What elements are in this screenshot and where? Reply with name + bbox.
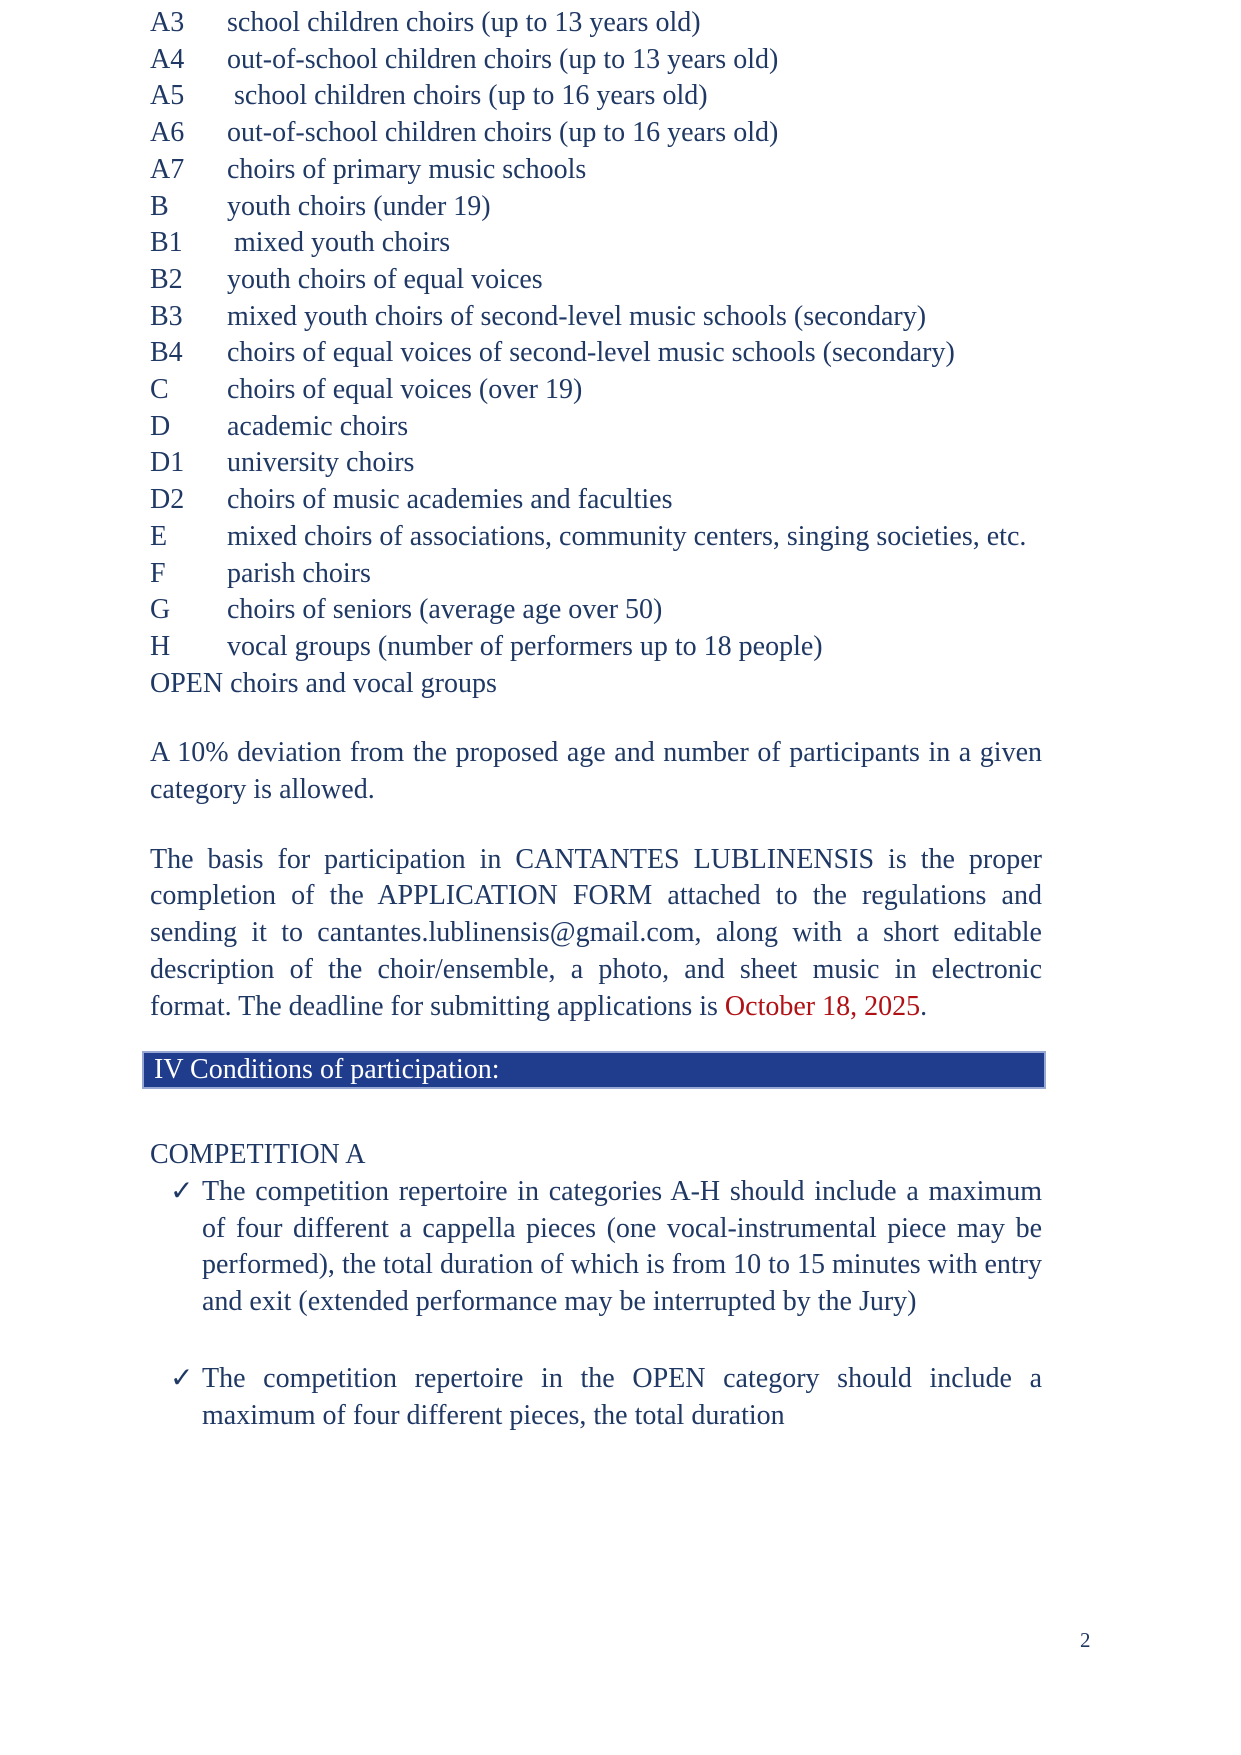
category-label: OPEN: [150, 667, 224, 699]
category-item: [150, 5, 1042, 42]
category-text: mixed youth choirs: [227, 227, 451, 259]
category-text: parish choirs: [227, 557, 371, 589]
section-heading-bar: [142, 1051, 1046, 1089]
category-text: university choirs: [227, 447, 415, 479]
category-label: A5: [150, 80, 185, 112]
condition-text: The competition repertoire in categories A-H should include a maximum of four different a cappella pieces (one vocal-instrumental piece may be performed), the total duration of which is from 10 to 15 minutes with entry and exit (extended performance may be interrupted by the Jury): [202, 1175, 1042, 1318]
category-label: A6: [150, 117, 185, 149]
category-label: H: [150, 630, 171, 662]
category-label: G: [150, 594, 171, 626]
category-text: youth choirs of equal voices: [227, 263, 543, 295]
conditions-list: [150, 1174, 1042, 1434]
category-text: vocal groups (number of performers up to 18 people): [227, 630, 823, 662]
condition-text: The competition repertoire in the OPEN category should include a maximum of four different pieces, the total duration: [202, 1362, 1042, 1431]
category-item: [150, 445, 1042, 482]
basis-text: The basis for participation in CANTANTES LUBLINENSIS is the proper completion of the APPLICATION FORM attached to the regulations and sending it to cantantes.lublinensis@gmail.com, along with a short editable description of the choir/ensemble, a photo, and sheet music in electronic format. The deadline for submitting applications is: [150, 843, 1042, 1022]
category-text: out-of-school children choirs (up to 13 years old): [227, 43, 779, 75]
category-text: choirs of primary music schools: [227, 153, 587, 185]
category-text: school children choirs (up to 16 years old): [227, 80, 708, 112]
deadline-date: October 18, 2025: [724, 990, 921, 1022]
category-item: [150, 189, 1042, 226]
deviation-paragraph: A 10% deviation from the proposed age and number of participants in a given category is allowed.: [150, 737, 1042, 806]
category-item: [150, 409, 1042, 446]
category-label: F: [150, 557, 166, 589]
competition-a-heading: COMPETITION A: [150, 1139, 366, 1171]
category-label: C: [150, 374, 169, 406]
category-item: [150, 262, 1042, 299]
category-label: A4: [150, 43, 185, 75]
category-text: choirs and vocal groups: [223, 667, 497, 699]
category-text: choirs of seniors (average age over 50): [227, 594, 663, 626]
checkmark-icon: ✓: [170, 1362, 194, 1394]
category-item: [150, 115, 1042, 152]
category-text: mixed youth choirs of second-level music schools (secondary): [227, 300, 927, 332]
category-item: [150, 556, 1042, 593]
category-item: [150, 225, 1042, 262]
condition-item: [170, 1174, 1042, 1321]
category-item: [150, 666, 1042, 703]
category-label: D2: [150, 484, 185, 516]
category-label: A7: [150, 153, 185, 185]
category-item: [150, 299, 1042, 336]
category-item: [150, 152, 1042, 189]
category-text: youth choirs (under 19): [227, 190, 491, 222]
category-text: mixed choirs of associations, community centers, singing societies, etc.: [227, 520, 1027, 552]
category-text: choirs of equal voices (over 19): [227, 374, 583, 406]
category-label: E: [150, 520, 168, 552]
category-text: choirs of equal voices of second-level music schools (secondary): [227, 337, 955, 369]
category-label: D1: [150, 447, 185, 479]
category-item: [150, 372, 1042, 409]
basis-text-end: .: [920, 990, 928, 1022]
category-item: [150, 482, 1042, 519]
condition-item: [170, 1361, 1042, 1434]
category-label: B: [150, 190, 169, 222]
category-label: B4: [150, 337, 183, 369]
category-label: D: [150, 410, 171, 442]
basis-paragraph: [150, 842, 1042, 1026]
category-text: out-of-school children choirs (up to 16 years old): [227, 117, 779, 149]
category-item: [150, 592, 1042, 629]
category-text: academic choirs: [227, 410, 409, 442]
checkmark-icon: ✓: [170, 1175, 194, 1207]
category-label: B3: [150, 300, 183, 332]
category-item: [150, 42, 1042, 79]
category-label: A3: [150, 7, 185, 38]
category-text: school children choirs (up to 13 years old): [227, 7, 701, 38]
category-text: choirs of music academies and faculties: [227, 484, 673, 516]
category-item: [150, 78, 1042, 115]
category-label: B2: [150, 263, 183, 295]
section-heading: IV Conditions of participation:: [154, 1054, 500, 1086]
page-number: 2: [1080, 1628, 1091, 1652]
category-list: [150, 5, 1042, 702]
category-item: [150, 519, 1042, 556]
category-label: B1: [150, 227, 183, 259]
category-item: [150, 629, 1042, 666]
category-item: [150, 335, 1042, 372]
